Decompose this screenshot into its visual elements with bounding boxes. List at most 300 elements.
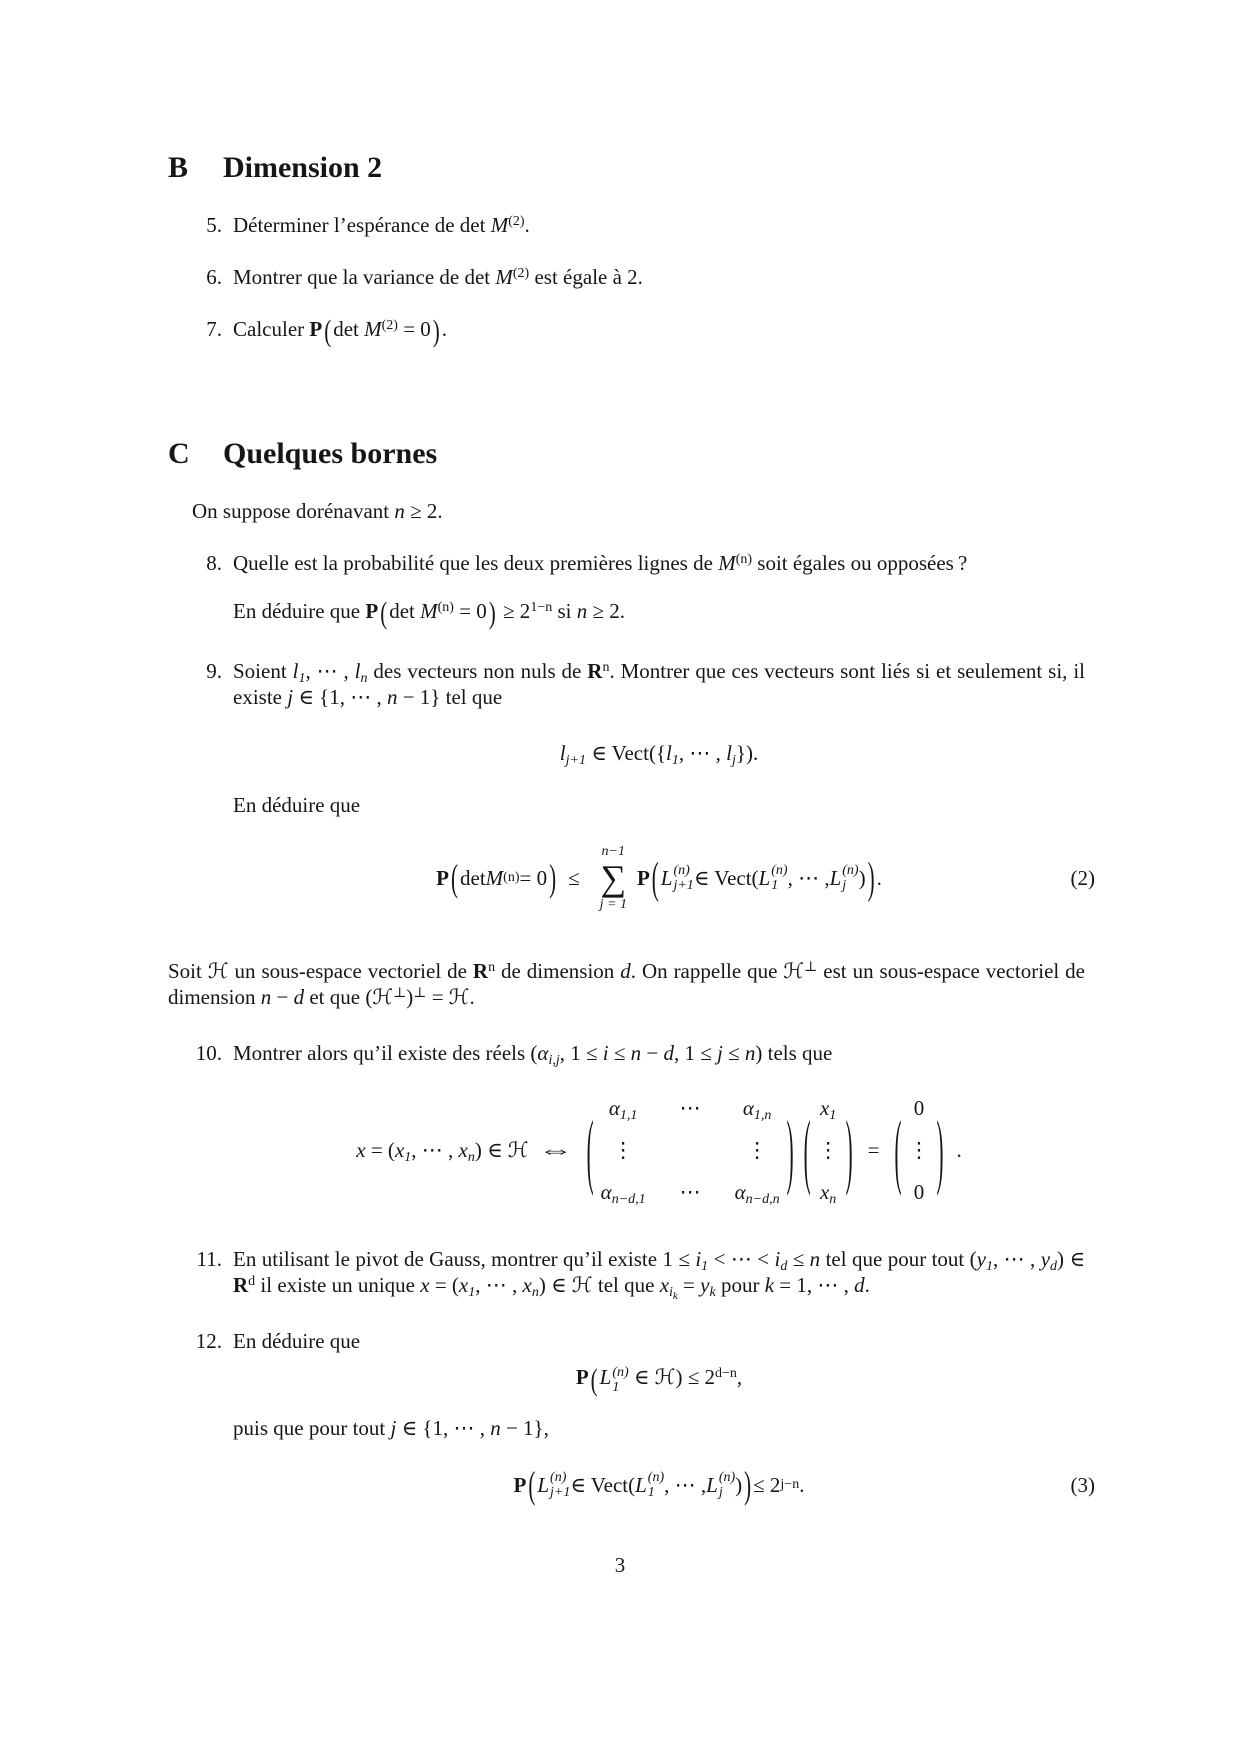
math-bold-P: P (436, 866, 449, 891)
sup-sub-stack (648, 1470, 664, 1500)
item-text (233, 1328, 1095, 1507)
math-var: n (490, 1415, 501, 1440)
math-var: k (764, 1273, 775, 1298)
matrix-cell (600, 1179, 646, 1208)
vector-cell: 0 (913, 1096, 925, 1121)
text-run: ) ≤ 2 (675, 1365, 716, 1390)
vector-cell (819, 1095, 837, 1124)
math-var: L (635, 1472, 647, 1497)
superscript: (n) (647, 1469, 665, 1485)
question-12-continuation (233, 1415, 1085, 1441)
text-run: . On rappelle que (630, 959, 784, 984)
item-number: 5. (206, 213, 222, 237)
exponent: d−n (715, 1366, 737, 1382)
question-5 (168, 212, 1085, 238)
math-var: x (819, 1180, 830, 1205)
big-left-paren: ( (380, 595, 388, 631)
math-var: i (602, 1041, 609, 1066)
text-run: ) (858, 866, 866, 891)
matrix-grid (599, 1095, 782, 1208)
sum-upper-limit: n−1 (601, 844, 625, 860)
math-var: M (718, 551, 736, 576)
subscript: j (731, 753, 736, 769)
subscript: 1 (829, 1108, 837, 1124)
nested-subscript: k (672, 1290, 678, 1303)
question-11 (168, 1246, 1085, 1303)
text-run: ) ∈ (474, 1138, 508, 1163)
item-number: 11. (196, 1247, 222, 1272)
subscript: j+1 (673, 878, 694, 894)
vdots-icon: ⋮ (817, 1138, 839, 1163)
math-var: l (666, 741, 672, 766)
item-number: 9. (206, 659, 222, 684)
text-run: = ( (365, 1138, 395, 1163)
superscript: (n) (437, 600, 454, 616)
math-var: j (717, 1041, 723, 1066)
text-run: ≤ 2 (753, 1472, 781, 1497)
big-left-paren: ( (803, 1102, 811, 1199)
question-12 (168, 1328, 1095, 1507)
item-text (233, 212, 1085, 238)
big-right-paren: ) (786, 1102, 794, 1199)
math-bold-P: P (575, 1365, 589, 1390)
math-var: α (734, 1180, 746, 1205)
text-run: , 1 ≤ (559, 1041, 603, 1066)
text-run: det (389, 599, 421, 624)
superscript: (n) (718, 1469, 736, 1485)
question-7 (168, 313, 1085, 349)
subscript (669, 1285, 678, 1303)
text-run: tel que pour tout ( (820, 1247, 977, 1272)
item-number: 6. (206, 265, 222, 289)
sum-lower-limit: j = 1 (599, 897, 627, 913)
math-var: d (663, 1041, 674, 1066)
subscript: 1 (671, 753, 679, 769)
text-run: est égale à 2. (529, 265, 643, 289)
subscript: j (842, 878, 847, 894)
big-left-paren: ( (590, 1362, 598, 1397)
math-var: n (386, 685, 398, 710)
math-var: n (576, 599, 588, 624)
text-run: ∈ Vect( (570, 1472, 636, 1497)
big-left-paren: ( (324, 313, 332, 349)
math-var: x (458, 1273, 469, 1298)
script-H: ℋ (207, 959, 229, 984)
subscript: j+1 (550, 1484, 571, 1500)
matrix-cell (608, 1095, 638, 1124)
math-var: l (354, 659, 361, 684)
text-run: et que ( (304, 985, 373, 1010)
text-run: = 0 (453, 599, 487, 624)
text-run: , (736, 1365, 743, 1390)
question-10-statement (233, 1041, 833, 1069)
text-run: ∈ Vect( (693, 866, 759, 891)
text-run: des vecteurs non nuls de (367, 659, 588, 684)
subscript: k (709, 1285, 716, 1301)
text-run: ∈ (628, 1365, 655, 1390)
big-left-paren: ( (651, 853, 659, 904)
question-8 (168, 550, 1085, 631)
text-run: ≤ (722, 1041, 745, 1066)
item-number: 8. (206, 551, 222, 576)
math-bold-P: P (309, 317, 323, 341)
text-run: }). (735, 741, 759, 766)
subscript: j (718, 1484, 723, 1500)
text-run: = ( (429, 1273, 459, 1298)
text-run: − (271, 985, 294, 1010)
math-var: y (700, 1273, 710, 1298)
text-run: Calculer (233, 317, 310, 341)
superscript: ⊥ (413, 986, 427, 1002)
text-run: , ⋯ , (787, 866, 830, 891)
math-var: M (364, 317, 382, 341)
text-run: . (876, 866, 882, 891)
sup-sub-stack (842, 863, 858, 893)
item-text (233, 1040, 1085, 1212)
text-run: ) tels que (755, 1041, 833, 1066)
math-bold-R: R (233, 1273, 249, 1298)
math-var: L (758, 866, 771, 891)
text-run: , ⋯ , (411, 1138, 459, 1163)
cdots-icon: ⋯ (679, 1180, 701, 1205)
text-run: de dimension (495, 959, 621, 984)
math-var: l (726, 741, 732, 766)
superscript: (n) (550, 1469, 567, 1485)
superscript: ⊥ (393, 986, 407, 1002)
x-vector (799, 1095, 858, 1208)
text-run: soit égales ou opposées ? (752, 551, 968, 576)
big-right-paren: ) (488, 595, 496, 631)
math-var: α (608, 1096, 620, 1121)
item-number: 12. (195, 1329, 222, 1354)
math-var: x (522, 1273, 532, 1298)
subscript: d (1050, 1259, 1058, 1275)
text-run: On suppose dorénavant (192, 499, 395, 524)
text-run: = (426, 985, 449, 1010)
script-H: ℋ (571, 1273, 593, 1298)
text-run: ≥ 2. (587, 599, 626, 624)
text-run: ∈ {1, ⋯ , (396, 1415, 491, 1440)
math-var: M (495, 265, 513, 289)
vdots-icon: ⋮ (746, 1138, 768, 1163)
equals-sign: = (867, 1138, 880, 1163)
vdots-icon: ⋮ (908, 1138, 930, 1163)
vdots-icon: ⋮ (612, 1138, 634, 1163)
big-left-paren: ( (528, 1462, 536, 1507)
big-right-paren: ) (867, 853, 875, 904)
text-run: Quelle est la probabilité que les deux premières lignes de (233, 551, 719, 576)
question-9 (168, 658, 1095, 914)
script-H: ℋ (372, 985, 394, 1010)
math-var: x (458, 1138, 468, 1163)
math-var: n (744, 1041, 756, 1066)
text-run: ≥ 2. (404, 499, 443, 524)
equation-matrix (233, 1088, 1085, 1212)
text-run: . (469, 985, 475, 1010)
matrix-equation-lead (356, 1137, 529, 1166)
subscript: 1 (298, 671, 306, 687)
text-run: En déduire que (233, 599, 366, 624)
math-var: y (976, 1247, 986, 1272)
text-run: . (524, 213, 530, 237)
big-left-paren: ( (451, 856, 458, 900)
sub-var: i (669, 1285, 673, 1301)
superscript: (n) (842, 863, 859, 879)
superscript: d (248, 1274, 256, 1290)
math-var: i (774, 1247, 781, 1272)
text-run: puis que pour tout (233, 1415, 391, 1440)
script-H: ℋ (654, 1365, 676, 1390)
text-run: ) ∈ (1057, 1247, 1085, 1272)
math-var: α (742, 1096, 754, 1121)
item-text (233, 658, 1095, 914)
item-text (233, 1246, 1085, 1303)
superscript: (n) (735, 552, 753, 568)
question-12-statement: En déduire que (233, 1329, 361, 1354)
text-run: . (441, 317, 448, 341)
superscript: (2) (512, 266, 530, 281)
zero-vector (889, 1095, 948, 1205)
big-right-paren: ) (432, 313, 440, 349)
question-6 (168, 264, 1085, 290)
math-var: d (293, 985, 305, 1010)
text-run: si (552, 599, 577, 624)
math-var: l (559, 741, 566, 766)
text-run: il existe un unique (255, 1273, 421, 1298)
subscript: 1 (404, 1150, 412, 1166)
sup-sub-stack (550, 1470, 570, 1500)
superscript: ⊥ (804, 960, 818, 976)
section-letter: B (168, 151, 189, 184)
text-run: . (864, 1273, 870, 1298)
math-var: x (819, 1096, 830, 1121)
subscript: n−d,1 (611, 1192, 646, 1208)
text-run: det (333, 317, 365, 341)
question-10 (168, 1040, 1085, 1212)
math-bold-P: P (513, 1472, 527, 1497)
math-var: x (394, 1138, 405, 1163)
superscript: (2) (381, 318, 398, 333)
equation-vect (233, 740, 1085, 769)
text-run: Soit (168, 959, 208, 984)
sup-sub-stack (673, 863, 693, 893)
text-run: est un sous-espace vectoriel de dimension (168, 959, 1085, 1010)
cdots-icon: ⋯ (679, 1096, 701, 1121)
text-run: = 1, ⋯ , (774, 1273, 855, 1298)
section-letter: C (168, 437, 190, 471)
text-run: Montrer que la variance de det (233, 265, 496, 289)
text-run: , ⋯ , (475, 1273, 523, 1298)
text-run: ) (406, 985, 414, 1010)
math-var: L (706, 1472, 718, 1497)
end-period: . (956, 1138, 962, 1163)
math-var: x (659, 1273, 670, 1298)
big-left-paren: ( (586, 1102, 594, 1199)
math-var: L (660, 866, 673, 891)
vector-cell (819, 1179, 837, 1208)
question-8-deduction (233, 595, 1085, 631)
page-number: 3 (614, 1553, 626, 1577)
subscript: n−d,n (745, 1192, 780, 1208)
text-run: ) (735, 1472, 743, 1497)
text-run: , ⋯ , (678, 741, 727, 766)
text-run: un sous-espace vectoriel de (228, 959, 473, 984)
text-run: ≤ (787, 1247, 810, 1272)
subscript: 1 (701, 1259, 709, 1275)
item-text (233, 313, 1085, 349)
section-title: Quelques bornes (223, 437, 438, 471)
text-run: , ⋯ , (305, 659, 355, 684)
equation-3: P ( L (n) j+1 ∈ Vect( L (n) 1 , ⋯ , L (n) j ) ) ≤ 2 j−n . (3) (513, 1462, 1095, 1507)
subscript: 1,n (753, 1108, 772, 1124)
subscript: n (467, 1150, 475, 1166)
subscript: 1 (647, 1484, 655, 1500)
subscript: 1 (771, 878, 779, 894)
question-8-statement (233, 551, 967, 575)
subscript: 1 (986, 1259, 993, 1275)
big-right-paren: ) (549, 856, 557, 900)
math-var: d (854, 1273, 865, 1298)
math-var: y (1040, 1247, 1051, 1272)
math-var: n (394, 499, 405, 524)
math-var: l (292, 659, 299, 684)
iff-arrow-icon: ⇔ (537, 1138, 574, 1163)
text-run: . (799, 1472, 805, 1497)
script-H: ℋ (448, 985, 470, 1010)
math-bold-R: R (472, 959, 489, 984)
sup-sub-stack (612, 1365, 628, 1395)
superscript: (n) (673, 863, 690, 879)
math-var: i (695, 1247, 702, 1272)
superscript: (n) (771, 863, 788, 879)
vector-grid (816, 1095, 841, 1208)
math-var: M (485, 866, 504, 891)
math-var: M (490, 213, 509, 237)
less-equal-sign: ≤ (568, 866, 580, 891)
sup-sub-stack (771, 863, 787, 893)
big-right-paren: ) (936, 1102, 944, 1199)
equation-number: (3) (1070, 1472, 1095, 1497)
text-run: = (677, 1273, 701, 1298)
subscript: 1,1 (619, 1108, 638, 1124)
text-run: det (460, 866, 486, 891)
superscript: n (488, 960, 496, 976)
section-title: Dimension 2 (223, 151, 383, 184)
math-var: x (356, 1138, 366, 1163)
math-bold-P: P (365, 599, 379, 624)
superscript: (n) (612, 1364, 629, 1380)
text-run: − (641, 1041, 664, 1066)
text-run: Montrer alors qu’il existe des réels ( (233, 1041, 538, 1066)
text-run: ∈ Vect({ (585, 741, 667, 766)
big-left-paren: ( (894, 1102, 902, 1199)
sigma-icon: ∑ (600, 858, 627, 899)
summation (600, 844, 627, 912)
matrix-cell (734, 1179, 780, 1208)
big-right-paren: ) (744, 1462, 752, 1507)
item-number: 7. (206, 317, 222, 341)
text-run: < ⋯ < (708, 1247, 775, 1272)
text-run: − 1} tel que (397, 685, 503, 710)
math-var: j (287, 685, 294, 710)
subscript: i,j (548, 1053, 560, 1069)
math-var: α (600, 1180, 612, 1205)
question-9-statement (233, 659, 1085, 709)
text-run: pour (715, 1273, 765, 1298)
alpha-matrix (582, 1095, 799, 1208)
question-9-deduction-label (233, 792, 1085, 818)
text-run: , ⋯ , (993, 1247, 1041, 1272)
math-var: x (420, 1273, 430, 1298)
subscript: d (780, 1259, 788, 1275)
vector-cell: 0 (913, 1180, 925, 1205)
subscript: 1 (468, 1285, 476, 1301)
text-run: Déterminer l’espérance de det (233, 213, 491, 237)
text-run: En déduire que (233, 793, 361, 818)
text-run: ) ∈ (538, 1273, 572, 1298)
subscript: n (360, 671, 368, 687)
text-run: = 0 (519, 866, 548, 891)
text-run: ≥ 2 (497, 599, 531, 624)
equation-probability-H (233, 1362, 1085, 1397)
matrix-cell (742, 1095, 772, 1124)
item-text (233, 550, 1085, 631)
text-run: ∈ {1, ⋯ , (293, 685, 387, 710)
math-var: L (599, 1365, 612, 1390)
superscript: n (602, 660, 610, 676)
section-b-heading (168, 150, 1085, 186)
math-var: n (260, 985, 272, 1010)
text-run: En utilisant le pivot de Gauss, montrer qu’il existe 1 ≤ (233, 1247, 696, 1272)
script-H: ℋ (783, 959, 805, 984)
math-var: n (809, 1247, 821, 1272)
item-text (233, 264, 1085, 290)
math-var: n (630, 1041, 642, 1066)
math-var: L (829, 866, 842, 891)
sup-sub-stack (719, 1470, 735, 1500)
exponent: 1−n (530, 600, 553, 616)
script-H: ℋ (507, 1138, 529, 1163)
equation-2: P ( det M (n) = 0 ) ≤ n−1 ∑ j = 1 P ( L (n) j+1 ∈ Vect( L (n) 1 , ⋯ , L (n) j ) ) . (2) (436, 844, 1095, 913)
subscript: 1 (612, 1379, 620, 1395)
text-run: , 1 ≤ (673, 1041, 718, 1066)
section-c-intro (168, 498, 1085, 524)
item-number: 10. (195, 1041, 222, 1066)
math-bold-R: R (587, 659, 603, 684)
text-run: Soient (233, 659, 293, 684)
text-run: . Montrer que ces vecteurs sont liés si et seulement si, il existe (233, 659, 1086, 710)
math-var: d (620, 959, 631, 984)
subscript: n (829, 1192, 837, 1208)
equation-number: (2) (1070, 866, 1095, 891)
math-var: α (537, 1041, 549, 1066)
section-c-heading (168, 436, 1085, 472)
text-run: , ⋯ , (664, 1472, 707, 1497)
subscript: j+1 (565, 753, 586, 769)
big-right-paren: ) (845, 1102, 853, 1199)
math-var: L (537, 1472, 550, 1497)
vector-grid (906, 1095, 931, 1205)
subscript: n (531, 1285, 539, 1301)
text-run: tel que (592, 1273, 660, 1298)
text-run: ≤ (608, 1041, 631, 1066)
superscript: (2) (508, 214, 525, 229)
paragraph-subspace (168, 958, 1085, 1010)
math-var: j (390, 1415, 397, 1440)
math-bold-P: P (636, 866, 650, 891)
text-run: = 0 (397, 317, 431, 341)
math-var: M (420, 599, 438, 624)
